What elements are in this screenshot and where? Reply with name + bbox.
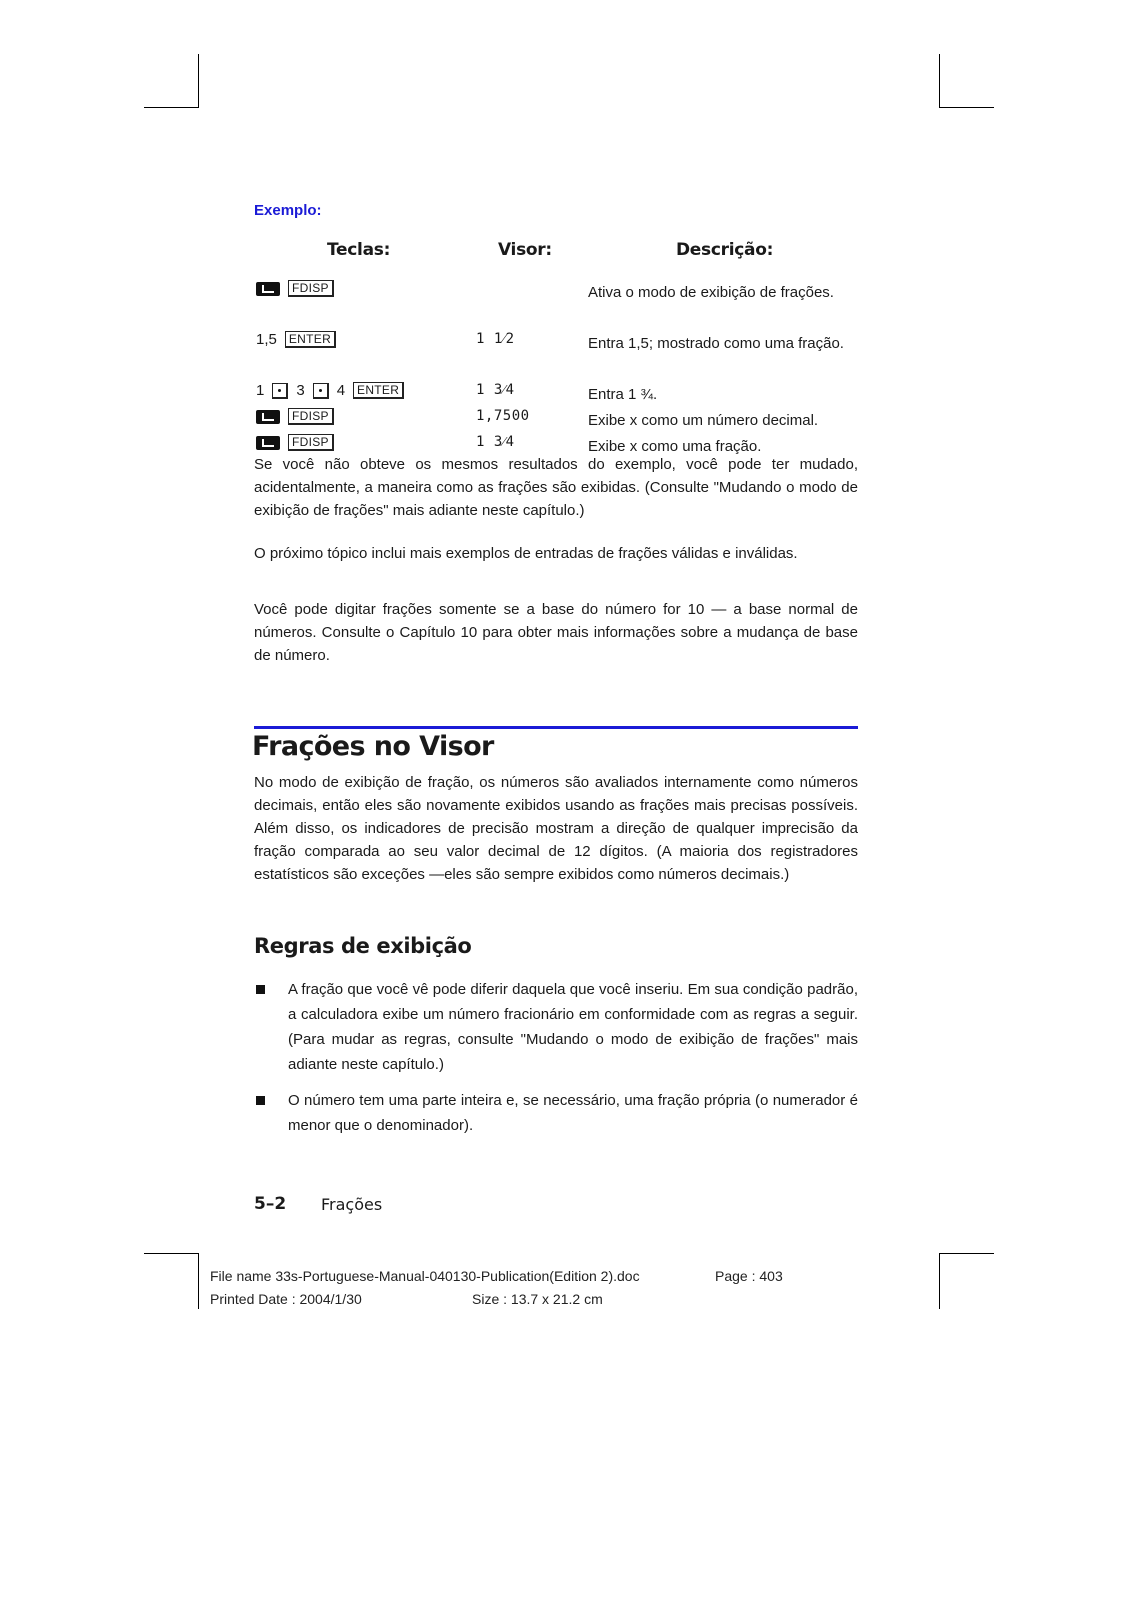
crop-mark	[939, 107, 994, 108]
crop-mark	[144, 1253, 199, 1254]
section-title: Frações no Visor	[252, 731, 494, 762]
row-keys	[256, 408, 334, 425]
subsection-title: Regras de exibição	[254, 934, 472, 958]
page-number: 5–2	[254, 1194, 287, 1214]
table-header-display: Visor:	[498, 240, 552, 260]
bullet-square-icon	[256, 1096, 265, 1105]
decimal-point-key-icon	[272, 383, 288, 399]
page-chapter: Frações	[321, 1195, 383, 1214]
row-keys	[256, 331, 336, 348]
paper-size: Size : 13.7 x 21.2 cm	[472, 1291, 603, 1307]
list-item	[254, 977, 858, 1077]
left-shift-key-icon	[256, 410, 280, 424]
keys-text: 3	[296, 382, 305, 399]
keys-text: 1,5	[256, 331, 277, 348]
fdisp-key: FDISP	[288, 408, 334, 425]
table-row	[0, 280, 1131, 304]
table-row	[0, 382, 1131, 406]
row-description: Entra 1 ¾.	[588, 386, 658, 403]
paragraph: Se você não obteve os mesmos resultados do exemplo, você pode ter mudado, acidentalmente, a maneira como as frações são exibidas. (Consulte "Mudando o modo de exibição de frações" mais adiante neste capítulo.)	[254, 456, 858, 519]
keys-text: 1	[256, 382, 265, 399]
section-rule	[254, 726, 858, 729]
fdisp-key: FDISP	[288, 434, 334, 451]
crop-mark	[144, 107, 199, 108]
table-header-keys: Teclas:	[327, 240, 391, 260]
crop-mark	[939, 1253, 994, 1254]
page-label: Page : 403	[715, 1268, 783, 1284]
table-row	[0, 408, 1131, 432]
crop-mark	[939, 1253, 940, 1309]
crop-mark	[939, 54, 940, 108]
row-description: Exibe x como um número decimal.	[588, 412, 819, 429]
list-item-text: A fração que você vê pode diferir daquela que você inseriu. Em sua condição padrão, a calculadora exibe um número fracionário em conformidade com as regras a seguir. (Para mudar as regras, consulte "Mudando o modo de exibição de frações" mais adiante neste capítulo.)	[288, 981, 858, 1073]
section-body: No modo de exibição de fração, os números são avaliados internamente como números decimais, então eles são novamente exibidos usando as frações mais precisas possíveis. Além disso, os indicadores de precisão mostram a direção de qualquer imprecisão da fração comparada ao seu valor decimal de 12 dígitos. (A maioria dos registradores estatísticos são exceções —eles são sempre exibidos como números decimais.)	[254, 774, 858, 883]
row-display: 1,7500	[476, 408, 530, 424]
list-item-text: O número tem uma parte inteira e, se necessário, uma fração própria (o numerador é menor que o denominador).	[288, 1092, 858, 1134]
row-description: Entra 1,5; mostrado como uma fração.	[588, 335, 844, 352]
decimal-point-key-icon	[313, 383, 329, 399]
left-shift-key-icon	[256, 282, 280, 296]
table-row	[0, 331, 1131, 355]
row-keys	[256, 280, 334, 297]
row-display: 1 3⁄4	[476, 434, 515, 450]
enter-key: ENTER	[285, 331, 336, 348]
row-description: Exibe x como uma fração.	[588, 438, 762, 455]
paragraph: Você pode digitar frações somente se a base do número for 10 — a base normal de números. Consulte o Capítulo 10 para obter mais informações sobre a mudança de base de número.	[254, 601, 858, 664]
paragraph: O próximo tópico inclui mais exemplos de entradas de frações válidas e inválidas.	[254, 545, 798, 562]
file-name: File name 33s-Portuguese-Manual-040130-Publication(Edition 2).doc	[210, 1268, 640, 1284]
row-keys	[256, 434, 334, 451]
keys-text: 4	[336, 382, 346, 399]
fdisp-key: FDISP	[288, 280, 334, 297]
row-description: Ativa o modo de exibição de frações.	[588, 284, 834, 301]
enter-key: ENTER	[353, 382, 404, 399]
row-display: 1 3⁄4	[476, 382, 515, 398]
table-header-description: Descrição:	[676, 240, 774, 260]
printed-date: Printed Date : 2004/1/30	[210, 1291, 362, 1307]
bullet-square-icon	[256, 985, 265, 994]
example-heading: Exemplo:	[254, 202, 322, 219]
left-shift-key-icon	[256, 436, 280, 450]
list-item	[254, 1088, 858, 1138]
crop-mark	[198, 1253, 199, 1309]
row-keys	[256, 382, 404, 399]
row-display: 1 1⁄2	[476, 331, 515, 347]
crop-mark	[198, 54, 199, 108]
